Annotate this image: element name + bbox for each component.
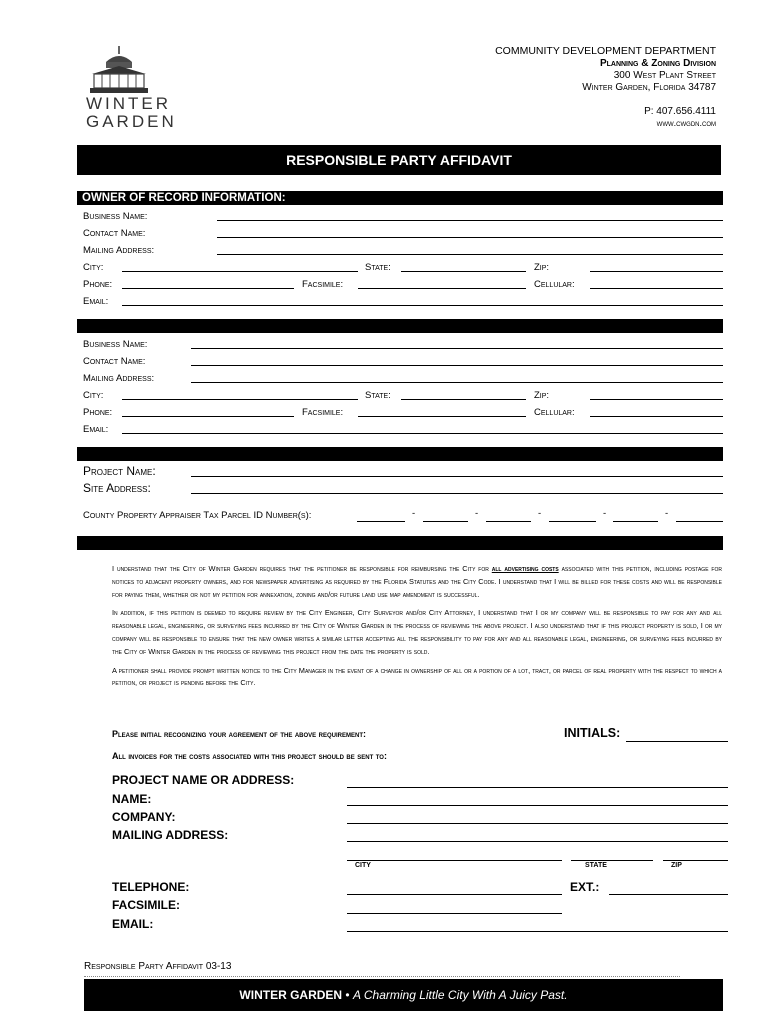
second-mailing-field[interactable] xyxy=(191,382,723,383)
page-title: RESPONSIBLE PARTY AFFIDAVIT xyxy=(286,152,512,168)
second-cell-field[interactable] xyxy=(590,416,723,417)
billing-zip-caption: ZIP xyxy=(671,862,682,869)
billing-mailing-label: MAILING ADDRESS: xyxy=(112,828,229,842)
invoices-instruction: All invoices for the costs associated with this project should be sent to: xyxy=(112,751,387,761)
second-city-field[interactable] xyxy=(122,399,358,400)
dept-name: COMMUNITY DEVELOPMENT DEPARTMENT xyxy=(495,45,716,57)
parcel-dash-2: - xyxy=(475,508,479,519)
parcel-id-segment-3[interactable] xyxy=(486,521,531,522)
second-business-label: Business Name: xyxy=(83,339,148,350)
second-email-field[interactable] xyxy=(122,433,723,434)
site-address-field[interactable] xyxy=(191,493,723,494)
parcel-id-segment-4[interactable] xyxy=(549,521,596,522)
statement-text xyxy=(112,563,722,696)
parcel-dash-1: - xyxy=(412,508,416,519)
billing-ext-field[interactable] xyxy=(609,894,728,895)
owner-city-field[interactable] xyxy=(122,271,358,272)
owner-phone-field[interactable] xyxy=(122,288,294,289)
owner-section-header xyxy=(77,191,723,205)
billing-mailing-field[interactable] xyxy=(347,841,728,842)
owner-section-title: OWNER OF RECORD INFORMATION: xyxy=(82,192,286,204)
owner-business-field[interactable] xyxy=(217,220,723,221)
owner-state-field[interactable] xyxy=(401,271,526,272)
owner-phone-label: Phone: xyxy=(83,279,113,290)
footer-divider xyxy=(84,976,680,977)
initials-field[interactable] xyxy=(626,741,728,742)
division-name: Planning & Zoning Division xyxy=(599,58,716,69)
second-email-label: Email: xyxy=(83,424,109,435)
billing-name-label: NAME: xyxy=(112,792,152,806)
city-logo xyxy=(84,44,177,134)
billing-state-caption: STATE xyxy=(585,862,607,869)
billing-email-field[interactable] xyxy=(347,931,728,932)
footer-city-name: WINTER GARDEN xyxy=(239,988,343,1002)
parcel-id-segment-5[interactable] xyxy=(613,521,658,522)
second-city-label: City: xyxy=(83,390,104,401)
statement-paragraph-2: In addition, if this petition is deemed to require review by the City Engineer, City Surveyor and/or City Attorney, I understand that I or my company will be responsible to pay for any and all reasonable legal, engineering, or surveying fees incurred by the City of Winter Garden in the process of reviewing the above project. I also understand that if this project property is sold, I or my company will be responsible to ensure that the new owner writes a similar letter accepting all the responsibility to pay for any and all reasonable legal, engineering, or surveying fees incurred by the City of Winter Garden in the process of reviewing this project from the date the property is sold. xyxy=(112,608,722,656)
owner-contact-field[interactable] xyxy=(217,237,723,238)
billing-project-label: PROJECT NAME OR ADDRESS: xyxy=(112,773,295,787)
owner-mailing-label: Mailing Address: xyxy=(83,245,155,256)
owner-cell-field[interactable] xyxy=(590,288,723,289)
parcel-id-segment-6[interactable] xyxy=(676,521,723,522)
billing-name-field[interactable] xyxy=(347,805,728,806)
logo-word-winter: WINTER xyxy=(86,94,172,113)
second-mailing-label: Mailing Address: xyxy=(83,373,155,384)
parcel-id-label: County Property Appraiser Tax Parcel ID Number(s): xyxy=(83,510,312,521)
owner-fax-label: Facsimile: xyxy=(302,279,344,290)
footer-slogan-bar xyxy=(84,979,723,1011)
gazebo-icon xyxy=(84,44,154,96)
owner-email-field[interactable] xyxy=(122,305,723,306)
second-fax-field[interactable] xyxy=(358,416,526,417)
billing-company-field[interactable] xyxy=(347,823,728,824)
parcel-id-segment-1[interactable] xyxy=(357,521,405,522)
second-business-field[interactable] xyxy=(191,348,723,349)
parcel-dash-5: - xyxy=(665,508,669,519)
billing-company-label: COMPANY: xyxy=(112,810,176,824)
phone-number: P: 407.656.4111 xyxy=(644,106,716,117)
statement-paragraph-1: I understand that the City of Winter Garden requires that the petitioner be responsible for reimbursing the City for all advertising costs associated with this petition, including postage for notices to adjacent property owners, and for newspaper advertising as required by the Florida Statutes and the City Code. I understand that I will be billed for these costs and will be responsible for paying them, whether or not my petition for annexation, zoning and/or future land use map amendment is successful. xyxy=(112,564,722,599)
billing-telephone-field[interactable] xyxy=(347,894,562,895)
form-identifier: Responsible Party Affidavit 03-13 xyxy=(84,961,232,972)
owner-business-label: Business Name: xyxy=(83,211,148,222)
billing-state-field[interactable] xyxy=(571,860,653,861)
initial-instruction: Please initial recognizing your agreement of the above requirement: xyxy=(112,729,367,739)
second-zip-field[interactable] xyxy=(590,399,723,400)
footer-bullet: • xyxy=(345,988,350,1002)
billing-city-field[interactable] xyxy=(347,860,562,861)
second-contact-field[interactable] xyxy=(191,365,723,366)
owner-email-label: Email: xyxy=(83,296,109,307)
logo-word-garden: GARDEN xyxy=(86,112,177,131)
footer-slogan: A Charming Little City With A Juicy Past. xyxy=(352,988,568,1002)
statement-paragraph-3: A petitioner shall provide prompt written notice to the City Manager in the event of a change in ownership of all or a portion of a lot, tract, or parcel of real property with the respect to which a petition, or project is pending before the City. xyxy=(112,665,722,688)
billing-city-caption: CITY xyxy=(355,862,371,869)
billing-project-field[interactable] xyxy=(347,787,728,788)
owner-mailing-field[interactable] xyxy=(217,254,723,255)
billing-facsimile-label: FACSIMILE: xyxy=(112,898,180,912)
owner-zip-field[interactable] xyxy=(590,271,723,272)
city-address: Winter Garden, Florida 34787 xyxy=(582,82,716,93)
second-phone-label: Phone: xyxy=(83,407,113,418)
second-phone-field[interactable] xyxy=(122,416,294,417)
parcel-dash-4: - xyxy=(603,508,607,519)
parcel-dash-3: - xyxy=(538,508,542,519)
site-address-label: Site Address: xyxy=(83,481,151,495)
project-section-header xyxy=(77,447,723,461)
second-cell-label: Cellular: xyxy=(534,407,575,418)
billing-telephone-label: TELEPHONE: xyxy=(112,880,190,894)
initials-label: INITIALS: xyxy=(564,726,621,740)
statement-section-header xyxy=(77,536,723,550)
owner-city-label: City: xyxy=(83,262,104,273)
second-fax-label: Facsimile: xyxy=(302,407,344,418)
project-name-field[interactable] xyxy=(191,476,723,477)
owner-state-label: State: xyxy=(365,262,391,273)
owner-zip-label: Zip: xyxy=(534,262,550,273)
title-bar xyxy=(77,145,721,175)
billing-ext-label: EXT.: xyxy=(570,880,600,894)
second-zip-label: Zip: xyxy=(534,390,550,401)
website: www.cwgdn.com xyxy=(656,118,716,128)
second-contact-label: Contact Name: xyxy=(83,356,146,367)
owner-contact-label: Contact Name: xyxy=(83,228,146,239)
owner-fax-field[interactable] xyxy=(358,288,526,289)
billing-zip-field[interactable] xyxy=(663,860,728,861)
street-address: 300 West Plant Street xyxy=(613,70,716,81)
project-name-label: Project Name: xyxy=(83,464,156,478)
billing-email-label: EMAIL: xyxy=(112,917,154,931)
second-state-field[interactable] xyxy=(401,399,526,400)
parcel-id-segment-2[interactable] xyxy=(423,521,468,522)
second-state-label: State: xyxy=(365,390,391,401)
second-section-header xyxy=(77,319,723,333)
billing-facsimile-field[interactable] xyxy=(347,913,562,914)
advertising-costs-emphasis: all advertising costs xyxy=(491,564,559,573)
owner-cell-label: Cellular: xyxy=(534,279,575,290)
